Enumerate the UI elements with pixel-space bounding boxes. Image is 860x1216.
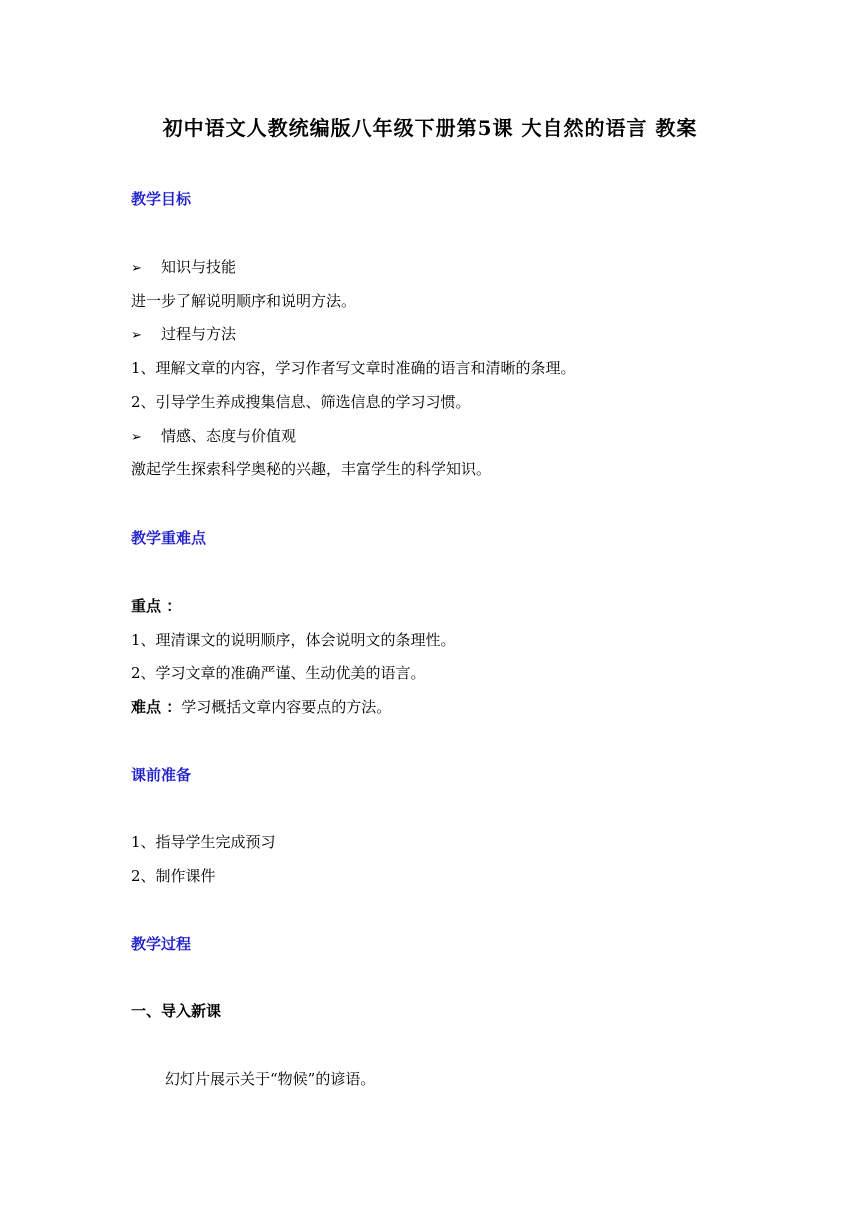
arrow-bullet-icon: ➢ [131, 261, 142, 276]
arrow-bullet-icon: ➢ [131, 328, 142, 343]
process-step-text: 幻灯片展示关于“物候”的谚语。 [165, 1070, 376, 1088]
difficulty-label: 难点 ： [131, 698, 182, 716]
section-heading-preparation: 课前准备 [131, 766, 192, 784]
objective-bullet-label: 情感、态度与价值观 [161, 427, 297, 445]
key-point-label: 重点 ： [131, 597, 182, 615]
objective-text: 2、引导学生养成搜集信息、筛选信息的学习习惯。 [131, 393, 471, 411]
document-title: 初中语文人教统编版八年级下册第5课 大自然的语言 教案 [162, 116, 698, 140]
objective-bullet-2 [131, 324, 236, 346]
preparation-item: 1、指导学生完成预习 [131, 833, 276, 851]
objective-bullet-label: 知识与技能 [161, 258, 237, 276]
objective-bullet-label: 过程与方法 [161, 325, 237, 343]
objective-text: 1、理解文章的内容，学习作者写文章时准确的语言和清晰的条理。 [131, 359, 576, 377]
key-point-text: 1、理清课文的说明顺序，体会说明文的条理性。 [131, 631, 456, 649]
section-heading-objectives: 教学目标 [131, 190, 192, 208]
process-step-heading: 一、导入新课 [131, 1002, 222, 1020]
difficulty-line [131, 697, 391, 717]
difficulty-text: 学习概括文章内容要点的方法。 [181, 698, 392, 716]
key-point-text: 2、学习文章的准确严谨、生动优美的语言。 [131, 664, 426, 682]
section-heading-process: 教学过程 [131, 935, 192, 953]
objective-text: 进一步了解说明顺序和说明方法。 [131, 292, 357, 310]
objective-bullet-1 [131, 257, 236, 279]
arrow-bullet-icon: ➢ [131, 430, 142, 445]
objective-bullet-3 [131, 426, 296, 448]
preparation-item: 2、制作课件 [131, 867, 216, 885]
section-heading-key-points: 教学重难点 [131, 529, 207, 547]
objective-text: 激起学生探索科学奥秘的兴趣，丰富学生的科学知识。 [131, 460, 492, 478]
